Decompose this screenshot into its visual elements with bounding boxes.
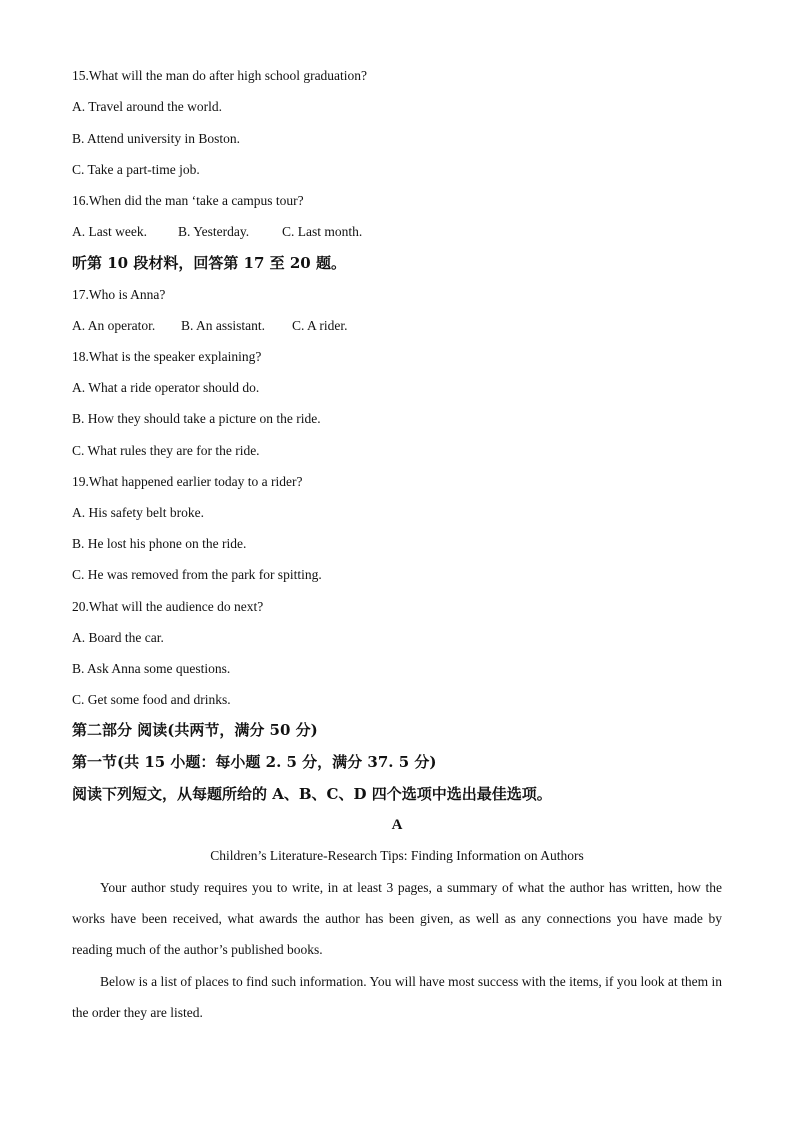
question-20: 20.What will the audience do next? [72, 599, 264, 614]
q20-option-b: B. Ask Anna some questions. [72, 661, 231, 676]
question-15: 15.What will the man do after high school graduation? [72, 68, 368, 83]
q19-option-c: C. He was removed from the park for spitting. [72, 567, 322, 582]
question-18: 18.What is the speaker explaining? [72, 349, 262, 364]
q18-option-b: B. How they should take a picture on the ride. [72, 411, 321, 426]
passage-paragraph-1: Your author study requires you to write, in at least 3 pages, a summary of what the author has written, how the works have been received, what awards the author has been given, as well as any connections you have made by reading much of the author’s published books. [72, 880, 722, 957]
q16-option-c: C. Last month. [282, 224, 363, 239]
part2-title: 第二部分 阅读(共两节，满分 50 分) [72, 721, 318, 739]
question-19: 19.What happened earlier today to a rider? [72, 474, 303, 489]
q15-option-c: C. Take a part-time job. [72, 162, 200, 177]
q16-options [72, 224, 362, 240]
q20-option-a: A. Board the car. [72, 630, 164, 645]
q20-option-c: C. Get some food and drinks. [72, 692, 231, 707]
q19-option-a: A. His safety belt broke. [72, 505, 204, 520]
q17-options [72, 318, 348, 334]
passage-title: Children’s Literature-Research Tips: Finding Information on Authors [210, 848, 584, 863]
section-10-heading: 听第 10 段材料，回答第 17 至 20 题。 [72, 254, 346, 272]
q17-option-c: C. A rider. [292, 318, 348, 333]
q15-option-a: A. Travel around the world. [72, 99, 222, 114]
question-16: 16.When did the man ‘take a campus tour? [72, 193, 304, 208]
q19-option-b: B. He lost his phone on the ride. [72, 536, 247, 551]
q17-option-a: A. An operator. [72, 318, 156, 333]
question-17: 17.Who is Anna? [72, 287, 166, 302]
q16-option-a: A. Last week. [72, 224, 147, 239]
q15-option-b: B. Attend university in Boston. [72, 131, 241, 146]
passage-paragraph-2: Below is a list of places to find such information. You will have most success with the items, if you look at them in the order they are listed. [72, 974, 722, 1020]
q16-option-b: B. Yesterday. [178, 224, 250, 239]
section1-title: 第一节(共 15 小题：每小题 2. 5 分，满分 37. 5 分) [72, 753, 437, 771]
reading-instruction: 阅读下列短文，从每题所给的 A、B、C、D 四个选项中选出最佳选项。 [72, 785, 552, 803]
q18-option-c: C. What rules they are for the ride. [72, 443, 260, 458]
q18-option-a: A. What a ride operator should do. [72, 380, 260, 395]
passage-letter: A [391, 817, 403, 833]
q17-option-b: B. An assistant. [181, 318, 266, 333]
